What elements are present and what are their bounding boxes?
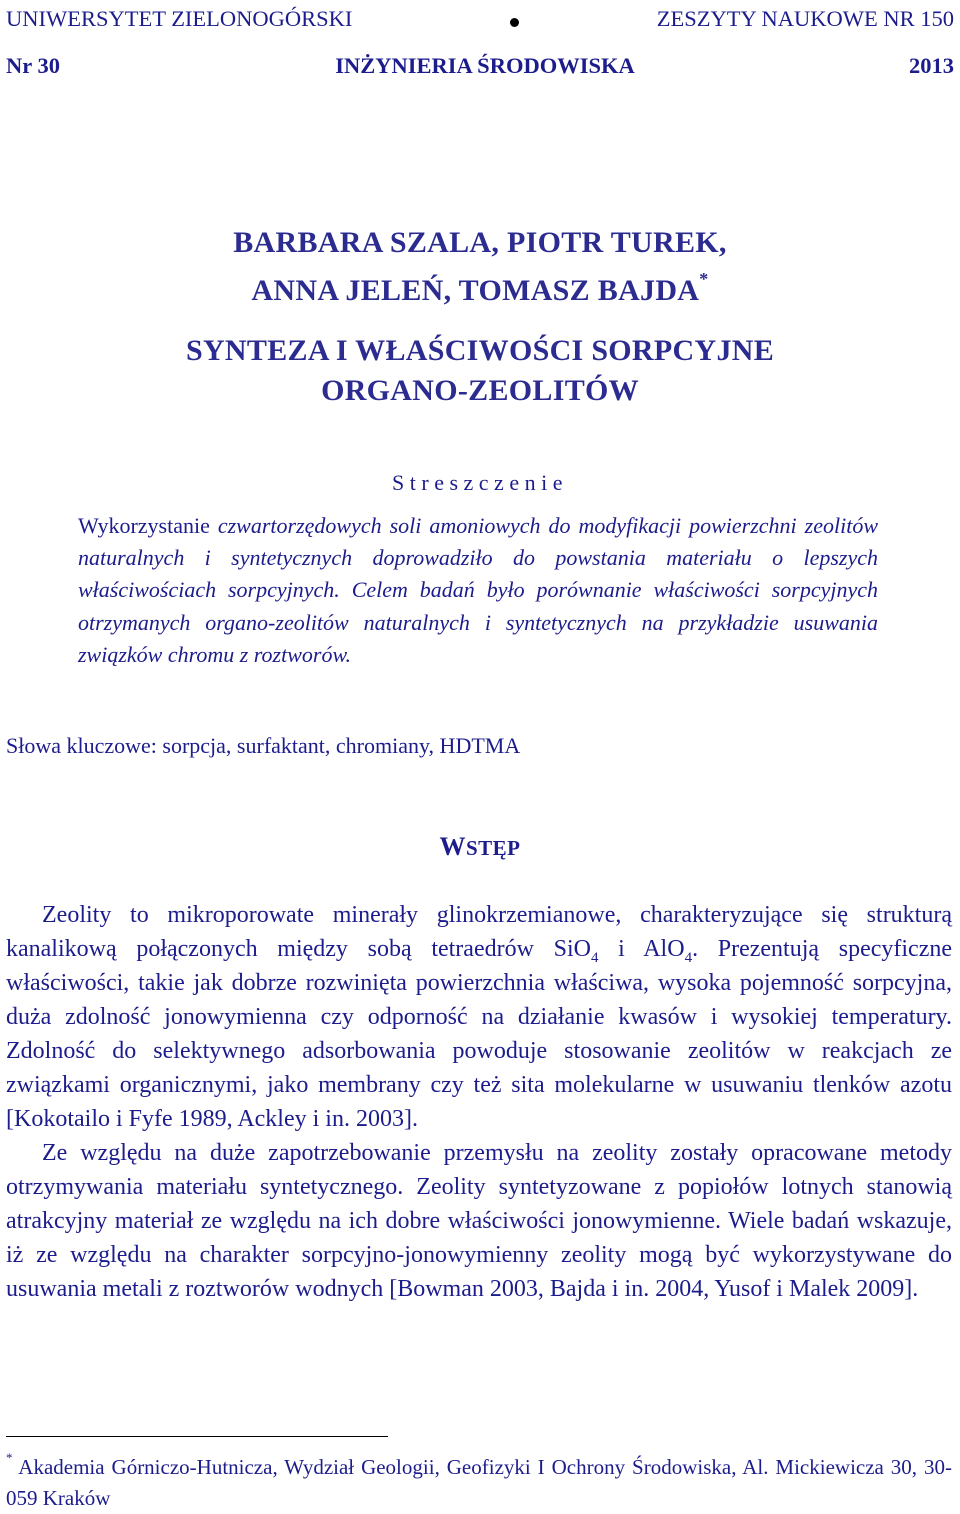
publication-year: 2013 xyxy=(909,53,954,78)
subscript-alo4: 4 xyxy=(684,949,693,966)
author-list xyxy=(0,222,960,311)
paragraph-1-part-c: . Prezentują specyficzne właściwości, takie jak dobrze rozwinięta powierzchnia właściwa, wysoka pojemność sorpcyjna, duża zdolność jonowymienna czy odporność na działanie kwasów i wysokiej temperatury. Zdolność do selektywnego adsorbowania powoduje stosowanie zeolitów w reakcjach ze związkami organicznymi, jako membrany czy też sita molekularne w usuwaniu tlenków azotu [Kokotailo i Fyfe 1989, Ackley i in. 2003]. xyxy=(6,936,953,1132)
paragraph-2: Ze względu na duże zapotrzebowanie przemysłu na zeolity zostały opracowane metody otrzymywania materiału syntetycznego. Zeolity syntetyzowane z popiołów lotnych stanowią atrakcyjny materiał ze względu na ich dobre właściwości jonowymienne. Wiele badań wskazuje, iż ze względu na charakter sorpcyjno-jonowymienny zeolity mogą być wykorzystywane do usuwania metali z roztworów wodnych [Bowman 2003, Bajda i in. 2004, Yusof i Malek 2009]. xyxy=(6,1140,952,1302)
authors-line-2-text: ANNA JELEŃ, TOMASZ BAJDA xyxy=(251,274,700,307)
abstract-text xyxy=(78,510,878,671)
paragraph-1 xyxy=(6,898,952,1136)
title-line-2: ORGANO-ZEOLITÓW xyxy=(321,374,639,407)
keywords: Słowa kluczowe: sorpcja, surfaktant, chromiany, HDTMA xyxy=(6,733,521,758)
footnote-rule xyxy=(6,1436,388,1437)
footnote-text: Akademia Górniczo-Hutnicza, Wydział Geologii, Geofizyki I Ochrony Środowiska, Al. Mickiewicza 30, 30-059 Kraków xyxy=(6,1455,952,1510)
university-name: UNIWERSYTET ZIELONOGÓRSKI xyxy=(6,6,353,31)
abstract-heading: Streszczenie xyxy=(392,470,568,495)
issue-number: Nr 30 xyxy=(6,53,60,78)
authors-line-2 xyxy=(0,263,960,311)
section-heading-rest: STĘP xyxy=(465,836,521,860)
series-name: INŻYNIERIA ŚRODOWISKA xyxy=(335,53,635,78)
section-heading xyxy=(0,832,960,862)
authors-line-1: BARBARA SZALA, PIOTR TUREK, xyxy=(233,226,727,259)
paper-title xyxy=(0,331,960,411)
running-header-bottom xyxy=(6,53,954,83)
abstract-first-word: Wykorzystanie xyxy=(78,513,210,538)
journal-name: ZESZYTY NAUKOWE NR 150 xyxy=(656,6,954,31)
affiliation-mark: * xyxy=(699,269,709,289)
running-header-top xyxy=(6,6,954,36)
footnote xyxy=(6,1446,952,1514)
section-heading-initial: W xyxy=(439,832,466,861)
paragraph-1-part-a: Zeolity to mikroporowate minerały glinokrzemianowe, charakteryzujące się strukturą kanalikową połączonych między sobą tetraedrów SiO xyxy=(6,902,952,962)
paragraph-1-part-b: i AlO xyxy=(598,936,685,962)
bullet-separator-icon xyxy=(510,18,519,27)
title-line-1: SYNTEZA I WŁAŚCIWOŚCI SORPCYJNE xyxy=(185,334,775,367)
body-text xyxy=(6,898,952,1306)
footnote-mark: * xyxy=(6,1450,13,1465)
abstract-body: czwartorzędowych soli amoniowych do modyfikacji powierzchni zeolitów naturalnych i syntetycznych doprowadziło do powstania materiału o lepszych właściwościach sorpcyjnych. Celem badań było porównanie właściwości sorpcyjnych otrzymanych organo-zeolitów naturalnych i syntetycznych na przykładzie usuwania związków chromu z roztworów. xyxy=(78,513,878,667)
subscript-sio4: 4 xyxy=(590,949,599,966)
